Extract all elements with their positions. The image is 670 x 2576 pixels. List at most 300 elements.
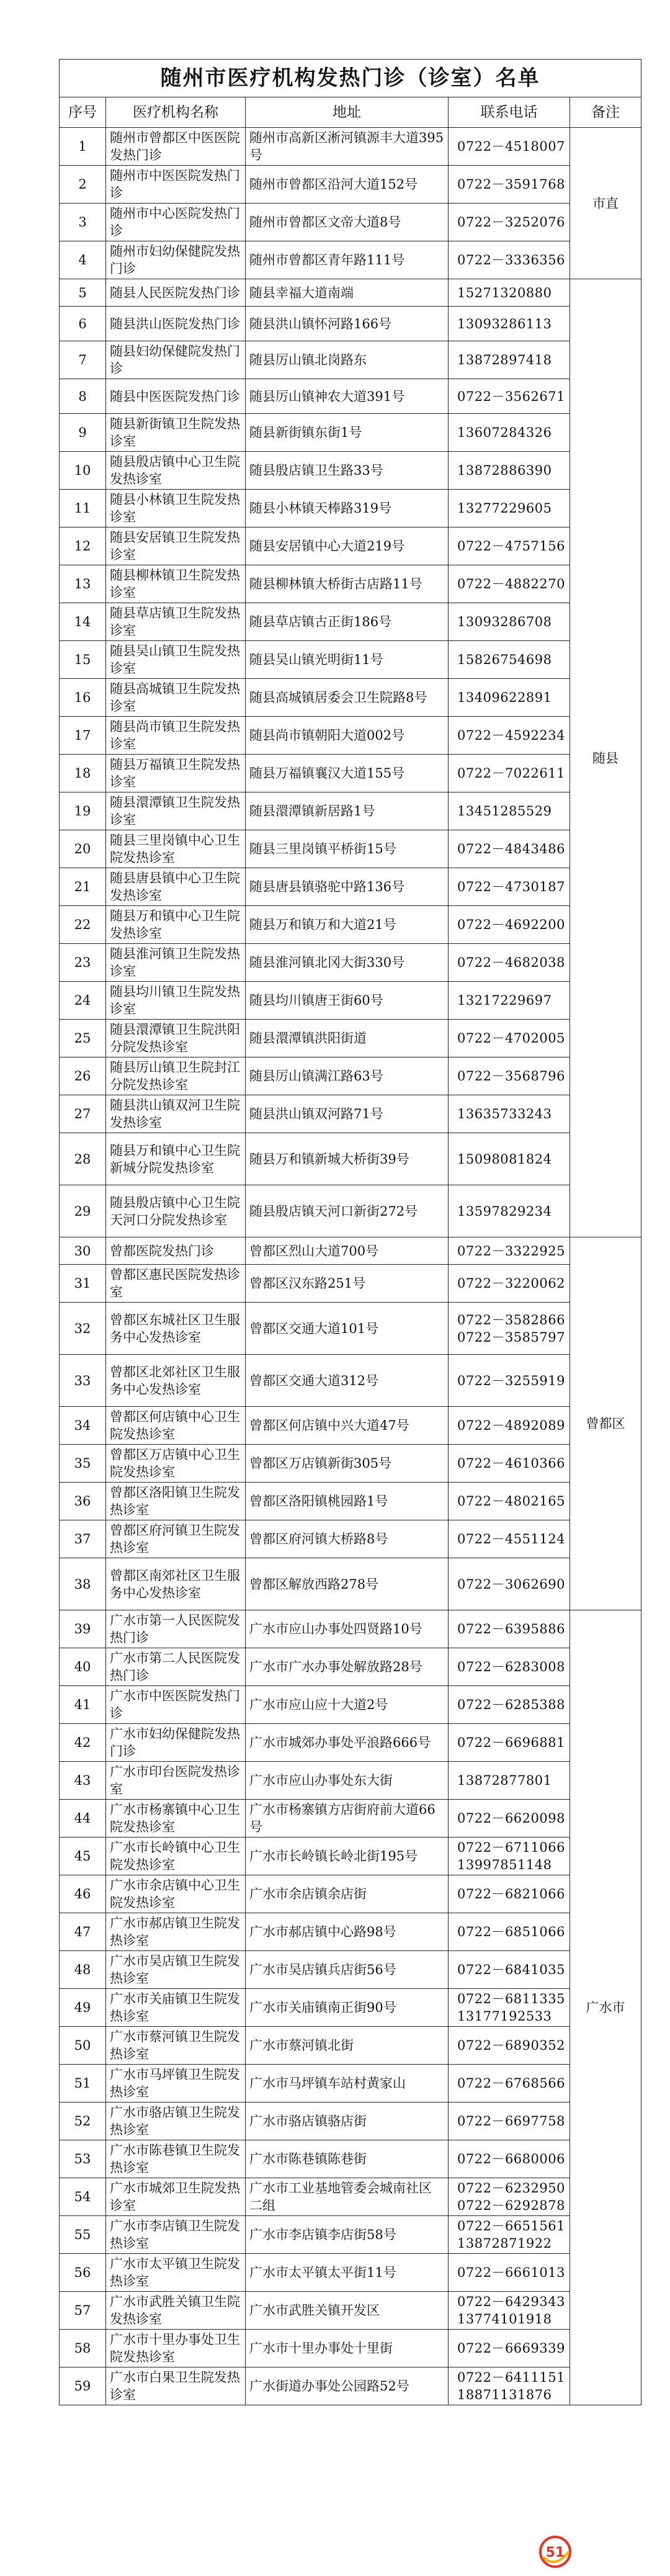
institution-name: 随县柳林镇卫生院发热诊室 bbox=[106, 565, 246, 603]
table-row bbox=[60, 603, 641, 641]
phone: 0722－4882270 bbox=[449, 565, 570, 603]
phone: 0722－6429343 13774101918 bbox=[449, 2292, 570, 2330]
table-row bbox=[60, 1185, 641, 1237]
address: 广水市城郊办事处平浪路666号 bbox=[246, 1724, 449, 1762]
row-number: 30 bbox=[60, 1237, 106, 1265]
phone: 0722－6680006 bbox=[449, 2140, 570, 2178]
institution-name: 广水市武胜关镇卫生院发热诊室 bbox=[106, 2292, 246, 2330]
table-row bbox=[60, 1407, 641, 1445]
address: 随县洪山镇怀河路166号 bbox=[246, 307, 449, 341]
region-note: 市直 bbox=[570, 128, 641, 279]
phone: 0722－6661013 bbox=[449, 2254, 570, 2292]
phone: 0722－4692200 bbox=[449, 906, 570, 944]
table-row bbox=[60, 2367, 641, 2405]
phone: 0722－4757156 bbox=[449, 527, 570, 565]
table-row bbox=[60, 1610, 641, 1648]
institution-name: 广水市妇幼保健院发热门诊 bbox=[106, 1724, 246, 1762]
phone: 13872897418 bbox=[449, 341, 570, 379]
phone: 0722－6669339 bbox=[449, 2330, 570, 2367]
address: 随县吴山镇光明街11号 bbox=[246, 641, 449, 679]
address: 随县柳林镇大桥街古店路11号 bbox=[246, 565, 449, 603]
phone: 0722－4551124 bbox=[449, 1520, 570, 1558]
table-row bbox=[60, 490, 641, 527]
row-number: 27 bbox=[60, 1095, 106, 1133]
address: 广水市骆店镇骆店街 bbox=[246, 2103, 449, 2140]
row-number: 32 bbox=[60, 1303, 106, 1355]
phone: 0722－6651561 13872871922 bbox=[449, 2216, 570, 2254]
row-number: 51 bbox=[60, 2065, 106, 2103]
address: 广水市广水办事处解放路28号 bbox=[246, 1648, 449, 1686]
institution-name: 曾都区何店镇中心卫生院发热诊室 bbox=[106, 1407, 246, 1445]
row-number: 29 bbox=[60, 1185, 106, 1237]
row-number: 8 bbox=[60, 379, 106, 414]
table-row bbox=[60, 128, 641, 166]
table-row bbox=[60, 2330, 641, 2367]
phone: 0722－6285388 bbox=[449, 1686, 570, 1724]
institution-name: 随县安居镇卫生院发热诊室 bbox=[106, 527, 246, 565]
address: 随县澴潭镇新居路1号 bbox=[246, 792, 449, 830]
address: 曾都区交通大道101号 bbox=[246, 1303, 449, 1355]
address: 随州市高新区淅河镇源丰大道395号 bbox=[246, 128, 449, 166]
institution-name: 广水市骆店镇卫生院发热诊室 bbox=[106, 2103, 246, 2140]
phone: 0722－3582866 0722－3585797 bbox=[449, 1303, 570, 1355]
row-number: 54 bbox=[60, 2178, 106, 2216]
phone: 0722－6821066 bbox=[449, 1875, 570, 1913]
address: 随州市曾都区青年路111号 bbox=[246, 241, 449, 279]
institution-name: 随州市妇幼保健院发热门诊 bbox=[106, 241, 246, 279]
row-number: 43 bbox=[60, 1762, 106, 1800]
page-title: 随州市医疗机构发热门诊（诊室）名单 bbox=[60, 60, 641, 97]
address: 随县均川镇唐王街60号 bbox=[246, 982, 449, 1020]
institution-name: 随县万福镇卫生院发热诊室 bbox=[106, 755, 246, 792]
institution-name: 广水市第二人民医院发热门诊 bbox=[106, 1648, 246, 1686]
institution-name: 广水市马坪镇卫生院发热诊室 bbox=[106, 2065, 246, 2103]
institution-name: 随州市中医医院发热门诊 bbox=[106, 166, 246, 204]
table-row bbox=[60, 166, 641, 204]
address: 广水市陈巷镇陈巷街 bbox=[246, 2140, 449, 2178]
institution-name: 随县洪山镇双河卫生院发热诊室 bbox=[106, 1095, 246, 1133]
institution-name: 随县人民医院发热门诊 bbox=[106, 279, 246, 307]
table-row bbox=[60, 906, 641, 944]
institution-name: 曾都区南郊社区卫生服务中心发热诊室 bbox=[106, 1558, 246, 1610]
row-number: 33 bbox=[60, 1355, 106, 1407]
table-row bbox=[60, 241, 641, 279]
clinic-table bbox=[59, 59, 641, 2405]
phone: 0722－3568796 bbox=[449, 1057, 570, 1095]
table-row bbox=[60, 944, 641, 982]
address: 广水市应山办事处四贤路10号 bbox=[246, 1610, 449, 1648]
table-row bbox=[60, 565, 641, 603]
address: 随县厉山镇北岗路东 bbox=[246, 341, 449, 379]
phone: 0722－6841035 bbox=[449, 1951, 570, 1989]
row-number: 39 bbox=[60, 1610, 106, 1648]
table-row bbox=[60, 1838, 641, 1875]
institution-name: 广水市郝店镇卫生院发热诊室 bbox=[106, 1913, 246, 1951]
table-row bbox=[60, 1648, 641, 1686]
phone: 0722－3562671 bbox=[449, 379, 570, 414]
row-number: 23 bbox=[60, 944, 106, 982]
address: 随县尚市镇朝阳大道002号 bbox=[246, 717, 449, 755]
col-header-number: 序号 bbox=[60, 97, 106, 128]
phone: 0722－3591768 bbox=[449, 166, 570, 204]
institution-name: 广水市吴店镇卫生院发热诊室 bbox=[106, 1951, 246, 1989]
address: 广水市马坪镇车站村黄家山 bbox=[246, 2065, 449, 2103]
phone: 13607284326 bbox=[449, 414, 570, 452]
row-number: 57 bbox=[60, 2292, 106, 2330]
phone: 13872886390 bbox=[449, 452, 570, 490]
institution-name: 随县均川镇卫生院发热诊室 bbox=[106, 982, 246, 1020]
table-row bbox=[60, 1237, 641, 1265]
address: 随县厉山镇神农大道391号 bbox=[246, 379, 449, 414]
phone: 0722－6768566 bbox=[449, 2065, 570, 2103]
table-row bbox=[60, 1445, 641, 1483]
institution-name: 广水市中医医院发热门诊 bbox=[106, 1686, 246, 1724]
row-number: 38 bbox=[60, 1558, 106, 1610]
row-number: 17 bbox=[60, 717, 106, 755]
row-number: 42 bbox=[60, 1724, 106, 1762]
table-row bbox=[60, 2178, 641, 2216]
row-number: 34 bbox=[60, 1407, 106, 1445]
table-row bbox=[60, 1095, 641, 1133]
region-note: 随县 bbox=[570, 279, 641, 1237]
table-row bbox=[60, 307, 641, 341]
row-number: 5 bbox=[60, 279, 106, 307]
address: 随县淮河镇北冈大街330号 bbox=[246, 944, 449, 982]
institution-name: 随县草店镇卫生院发热诊室 bbox=[106, 603, 246, 641]
table-row bbox=[60, 2216, 641, 2254]
row-number: 40 bbox=[60, 1648, 106, 1686]
institution-name: 广水市关庙镇卫生院发热诊室 bbox=[106, 1989, 246, 2027]
row-number: 56 bbox=[60, 2254, 106, 2292]
institution-name: 随县殷店镇中心卫生院天河口分院发热诊室 bbox=[106, 1185, 246, 1237]
address: 随县澴潭镇洪阳街道 bbox=[246, 1020, 449, 1057]
row-number: 1 bbox=[60, 128, 106, 166]
row-number: 25 bbox=[60, 1020, 106, 1057]
table-row bbox=[60, 755, 641, 792]
row-number: 47 bbox=[60, 1913, 106, 1951]
row-number: 10 bbox=[60, 452, 106, 490]
row-number: 16 bbox=[60, 679, 106, 717]
row-number: 44 bbox=[60, 1800, 106, 1838]
institution-name: 随县妇幼保健院发热门诊 bbox=[106, 341, 246, 379]
institution-name: 随县新街镇卫生院发热诊室 bbox=[106, 414, 246, 452]
address: 随县洪山镇双河路71号 bbox=[246, 1095, 449, 1133]
phone: 0722－4730187 bbox=[449, 868, 570, 906]
table-row bbox=[60, 279, 641, 307]
table-row bbox=[60, 1265, 641, 1303]
table-row bbox=[60, 1724, 641, 1762]
institution-name: 随县澴潭镇卫生院发热诊室 bbox=[106, 792, 246, 830]
phone: 0722－4610366 bbox=[449, 1445, 570, 1483]
address: 随县万福镇襄汉大道155号 bbox=[246, 755, 449, 792]
address: 广水街道办事处公园路52号 bbox=[246, 2367, 449, 2405]
address: 广水市工业基地管委会城南社区二组 bbox=[246, 2178, 449, 2216]
institution-name: 随县万和镇中心卫生院发热诊室 bbox=[106, 906, 246, 944]
row-number: 36 bbox=[60, 1483, 106, 1520]
address: 广水市武胜关镇开发区 bbox=[246, 2292, 449, 2330]
row-number: 31 bbox=[60, 1265, 106, 1303]
institution-name: 曾都医院发热门诊 bbox=[106, 1237, 246, 1265]
table-row bbox=[60, 2292, 641, 2330]
address: 随州市曾都区文帝大道8号 bbox=[246, 204, 449, 241]
address: 随县殷店镇卫生路33号 bbox=[246, 452, 449, 490]
table-row bbox=[60, 792, 641, 830]
region-note: 曾都区 bbox=[570, 1237, 641, 1610]
institution-name: 广水市城郊卫生院发热诊室 bbox=[106, 2178, 246, 2216]
header-row bbox=[60, 97, 641, 128]
institution-name: 随县厉山镇卫生院封江分院发热诊室 bbox=[106, 1057, 246, 1095]
address: 随县幸福大道南端 bbox=[246, 279, 449, 307]
address: 随县高城镇居委会卫生院路8号 bbox=[246, 679, 449, 717]
phone: 0722－6711066 13997851148 bbox=[449, 1838, 570, 1875]
table-row bbox=[60, 1800, 641, 1838]
phone: 0722－6620098 bbox=[449, 1800, 570, 1838]
address: 随县万和镇万和大道21号 bbox=[246, 906, 449, 944]
table-row bbox=[60, 1558, 641, 1610]
institution-name: 曾都区万店镇中心卫生院发热诊室 bbox=[106, 1445, 246, 1483]
row-number: 11 bbox=[60, 490, 106, 527]
col-header-note: 备注 bbox=[570, 97, 641, 128]
table-row bbox=[60, 868, 641, 906]
table-row bbox=[60, 1133, 641, 1185]
phone: 13872877801 bbox=[449, 1762, 570, 1800]
institution-name: 广水市太平镇卫生院发热诊室 bbox=[106, 2254, 246, 2292]
institution-name: 随州市曾都区中医医院发热门诊 bbox=[106, 128, 246, 166]
row-number: 52 bbox=[60, 2103, 106, 2140]
address: 随县唐县镇骆驼中路136号 bbox=[246, 868, 449, 906]
row-number: 49 bbox=[60, 1989, 106, 2027]
institution-name: 广水市印台医院发热诊室 bbox=[106, 1762, 246, 1800]
row-number: 22 bbox=[60, 906, 106, 944]
table-row bbox=[60, 1355, 641, 1407]
phone: 0722－3062690 bbox=[449, 1558, 570, 1610]
table-row bbox=[60, 341, 641, 379]
address: 随县殷店镇天河口新街272号 bbox=[246, 1185, 449, 1237]
row-number: 53 bbox=[60, 2140, 106, 2178]
table-row bbox=[60, 982, 641, 1020]
table-row bbox=[60, 641, 641, 679]
institution-name: 广水市李店镇卫生院发热诊室 bbox=[106, 2216, 246, 2254]
address: 广水市余店镇余店街 bbox=[246, 1875, 449, 1913]
phone: 0722－3336356 bbox=[449, 241, 570, 279]
address: 广水市应山办事处东大街 bbox=[246, 1762, 449, 1800]
table-row bbox=[60, 1989, 641, 2027]
institution-name: 随县万和镇中心卫生院新城分院发热诊室 bbox=[106, 1133, 246, 1185]
address: 曾都区解放西路278号 bbox=[246, 1558, 449, 1610]
row-number: 41 bbox=[60, 1686, 106, 1724]
address: 广水市应山应十大道2号 bbox=[246, 1686, 449, 1724]
phone: 0722－4702005 bbox=[449, 1020, 570, 1057]
institution-name: 广水市陈巷镇卫生院发热诊室 bbox=[106, 2140, 246, 2178]
phone: 13409622891 bbox=[449, 679, 570, 717]
row-number: 2 bbox=[60, 166, 106, 204]
phone: 0722－3220062 bbox=[449, 1265, 570, 1303]
table-row bbox=[60, 1057, 641, 1095]
row-number: 9 bbox=[60, 414, 106, 452]
institution-name: 随州市中心医院发热门诊 bbox=[106, 204, 246, 241]
phone: 13635733243 bbox=[449, 1095, 570, 1133]
row-number: 46 bbox=[60, 1875, 106, 1913]
row-number: 6 bbox=[60, 307, 106, 341]
col-header-institution: 医疗机构名称 bbox=[106, 97, 246, 128]
phone: 0722－6890352 bbox=[449, 2027, 570, 2065]
phone: 15098081824 bbox=[449, 1133, 570, 1185]
row-number: 26 bbox=[60, 1057, 106, 1095]
logo-text: 51 bbox=[545, 2545, 565, 2560]
phone: 0722－6232950 0722－6292878 bbox=[449, 2178, 570, 2216]
address: 随县万和镇新城大桥街39号 bbox=[246, 1133, 449, 1185]
row-number: 37 bbox=[60, 1520, 106, 1558]
phone: 0722－6851066 bbox=[449, 1913, 570, 1951]
table-row bbox=[60, 717, 641, 755]
table-row bbox=[60, 679, 641, 717]
institution-name: 曾都区洛阳镇卫生院发热诊室 bbox=[106, 1483, 246, 1520]
institution-name: 曾都区惠民医院发热诊室 bbox=[106, 1265, 246, 1303]
phone: 0722－3322925 bbox=[449, 1237, 570, 1265]
institution-name: 随县三里岗镇中心卫生院发热诊室 bbox=[106, 830, 246, 868]
phone: 15826754698 bbox=[449, 641, 570, 679]
row-number: 19 bbox=[60, 792, 106, 830]
address: 广水市吴店镇兵店街56号 bbox=[246, 1951, 449, 1989]
table-row bbox=[60, 1483, 641, 1520]
row-number: 21 bbox=[60, 868, 106, 906]
row-number: 55 bbox=[60, 2216, 106, 2254]
phone: 15271320880 bbox=[449, 279, 570, 307]
institution-name: 广水市长岭镇中心卫生院发热诊室 bbox=[106, 1838, 246, 1875]
address: 随县草店镇古正街186号 bbox=[246, 603, 449, 641]
table-row bbox=[60, 2103, 641, 2140]
institution-name: 广水市白果卫生院发热诊室 bbox=[106, 2367, 246, 2405]
institution-name: 随县高城镇卫生院发热诊室 bbox=[106, 679, 246, 717]
col-header-address: 地址 bbox=[246, 97, 449, 128]
address: 曾都区洛阳镇桃园路1号 bbox=[246, 1483, 449, 1520]
phone: 0722－6697758 bbox=[449, 2103, 570, 2140]
phone: 0722－6696881 bbox=[449, 1724, 570, 1762]
phone: 0722－6811335 13177192533 bbox=[449, 1989, 570, 2027]
phone: 0722－3255919 bbox=[449, 1355, 570, 1407]
phone: 0722－4518007 bbox=[449, 128, 570, 166]
row-number: 15 bbox=[60, 641, 106, 679]
table-row bbox=[60, 2140, 641, 2178]
table-row bbox=[60, 1951, 641, 1989]
table-row bbox=[60, 414, 641, 452]
table-row bbox=[60, 379, 641, 414]
region-note: 广水市 bbox=[570, 1610, 641, 2405]
table-row bbox=[60, 1686, 641, 1724]
row-number: 24 bbox=[60, 982, 106, 1020]
watermark-logo bbox=[537, 2533, 574, 2570]
phone: 13093286113 bbox=[449, 307, 570, 341]
row-number: 18 bbox=[60, 755, 106, 792]
address: 广水市李店镇李店街58号 bbox=[246, 2216, 449, 2254]
address: 广水市十里办事处十里街 bbox=[246, 2330, 449, 2367]
institution-name: 随县中医医院发热门诊 bbox=[106, 379, 246, 414]
address: 曾都区何店镇中兴大道47号 bbox=[246, 1407, 449, 1445]
row-number: 20 bbox=[60, 830, 106, 868]
institution-name: 广水市蔡河镇卫生院发热诊室 bbox=[106, 2027, 246, 2065]
phone: 13217229697 bbox=[449, 982, 570, 1020]
col-header-phone: 联系电话 bbox=[449, 97, 570, 128]
table-row bbox=[60, 1020, 641, 1057]
phone: 0722－4892089 bbox=[449, 1407, 570, 1445]
address: 随州市曾都区沿河大道152号 bbox=[246, 166, 449, 204]
address: 随县小林镇天棒路319号 bbox=[246, 490, 449, 527]
address: 曾都区府河镇大桥路8号 bbox=[246, 1520, 449, 1558]
phone: 0722－6283008 bbox=[449, 1648, 570, 1686]
row-number: 14 bbox=[60, 603, 106, 641]
institution-name: 曾都区北郊社区卫生服务中心发热诊室 bbox=[106, 1355, 246, 1407]
address: 随县三里岗镇平桥街15号 bbox=[246, 830, 449, 868]
institution-name: 随县洪山医院发热门诊 bbox=[106, 307, 246, 341]
table-row bbox=[60, 1303, 641, 1355]
phone: 13093286708 bbox=[449, 603, 570, 641]
phone: 0722－4682038 bbox=[449, 944, 570, 982]
address: 广水市长岭镇长岭北街195号 bbox=[246, 1838, 449, 1875]
address: 随县厉山镇满江路63号 bbox=[246, 1057, 449, 1095]
document bbox=[59, 59, 641, 2405]
row-number: 4 bbox=[60, 241, 106, 279]
row-number: 3 bbox=[60, 204, 106, 241]
phone: 13451285529 bbox=[449, 792, 570, 830]
address: 曾都区烈山大道700号 bbox=[246, 1237, 449, 1265]
institution-name: 广水市余店镇中心卫生院发热诊室 bbox=[106, 1875, 246, 1913]
address: 广水市郝店镇中心路98号 bbox=[246, 1913, 449, 1951]
phone: 13597829234 bbox=[449, 1185, 570, 1237]
institution-name: 广水市杨寨镇中心卫生院发热诊室 bbox=[106, 1800, 246, 1838]
table-row bbox=[60, 527, 641, 565]
phone: 0722－3252076 bbox=[449, 204, 570, 241]
row-number: 13 bbox=[60, 565, 106, 603]
row-number: 50 bbox=[60, 2027, 106, 2065]
address: 曾都区万店镇新街305号 bbox=[246, 1445, 449, 1483]
table-row bbox=[60, 2027, 641, 2065]
address: 曾都区交通大道312号 bbox=[246, 1355, 449, 1407]
address: 曾都区汉东路251号 bbox=[246, 1265, 449, 1303]
row-number: 7 bbox=[60, 341, 106, 379]
institution-name: 曾都区府河镇卫生院发热诊室 bbox=[106, 1520, 246, 1558]
table-row bbox=[60, 204, 641, 241]
institution-name: 曾都区东城社区卫生服务中心发热诊室 bbox=[106, 1303, 246, 1355]
table-row bbox=[60, 2254, 641, 2292]
institution-name: 随县吴山镇卫生院发热诊室 bbox=[106, 641, 246, 679]
table-row bbox=[60, 830, 641, 868]
address: 广水市杨寨镇方店街府前大道66号 bbox=[246, 1800, 449, 1838]
phone: 0722－4843486 bbox=[449, 830, 570, 868]
institution-name: 随县淮河镇卫生院发热诊室 bbox=[106, 944, 246, 982]
phone: 0722－7022611 bbox=[449, 755, 570, 792]
table-row bbox=[60, 1875, 641, 1913]
row-number: 12 bbox=[60, 527, 106, 565]
row-number: 58 bbox=[60, 2330, 106, 2367]
table-row bbox=[60, 1913, 641, 1951]
table-row bbox=[60, 2065, 641, 2103]
row-number: 48 bbox=[60, 1951, 106, 1989]
address: 广水市关庙镇南正街90号 bbox=[246, 1989, 449, 2027]
institution-name: 随县唐县镇中心卫生院发热诊室 bbox=[106, 868, 246, 906]
table-row bbox=[60, 1762, 641, 1800]
institution-name: 随县澴潭镇卫生院洪阳分院发热诊室 bbox=[106, 1020, 246, 1057]
table-row bbox=[60, 1520, 641, 1558]
institution-name: 随县尚市镇卫生院发热诊室 bbox=[106, 717, 246, 755]
row-number: 35 bbox=[60, 1445, 106, 1483]
address: 广水市太平镇太平街11号 bbox=[246, 2254, 449, 2292]
phone: 0722－4802165 bbox=[449, 1483, 570, 1520]
phone: 0722－4592234 bbox=[449, 717, 570, 755]
institution-name: 广水市十里办事处卫生院发热诊室 bbox=[106, 2330, 246, 2367]
address: 随县安居镇中心大道219号 bbox=[246, 527, 449, 565]
phone: 0722－6411151 18871131876 bbox=[449, 2367, 570, 2405]
table-row bbox=[60, 452, 641, 490]
